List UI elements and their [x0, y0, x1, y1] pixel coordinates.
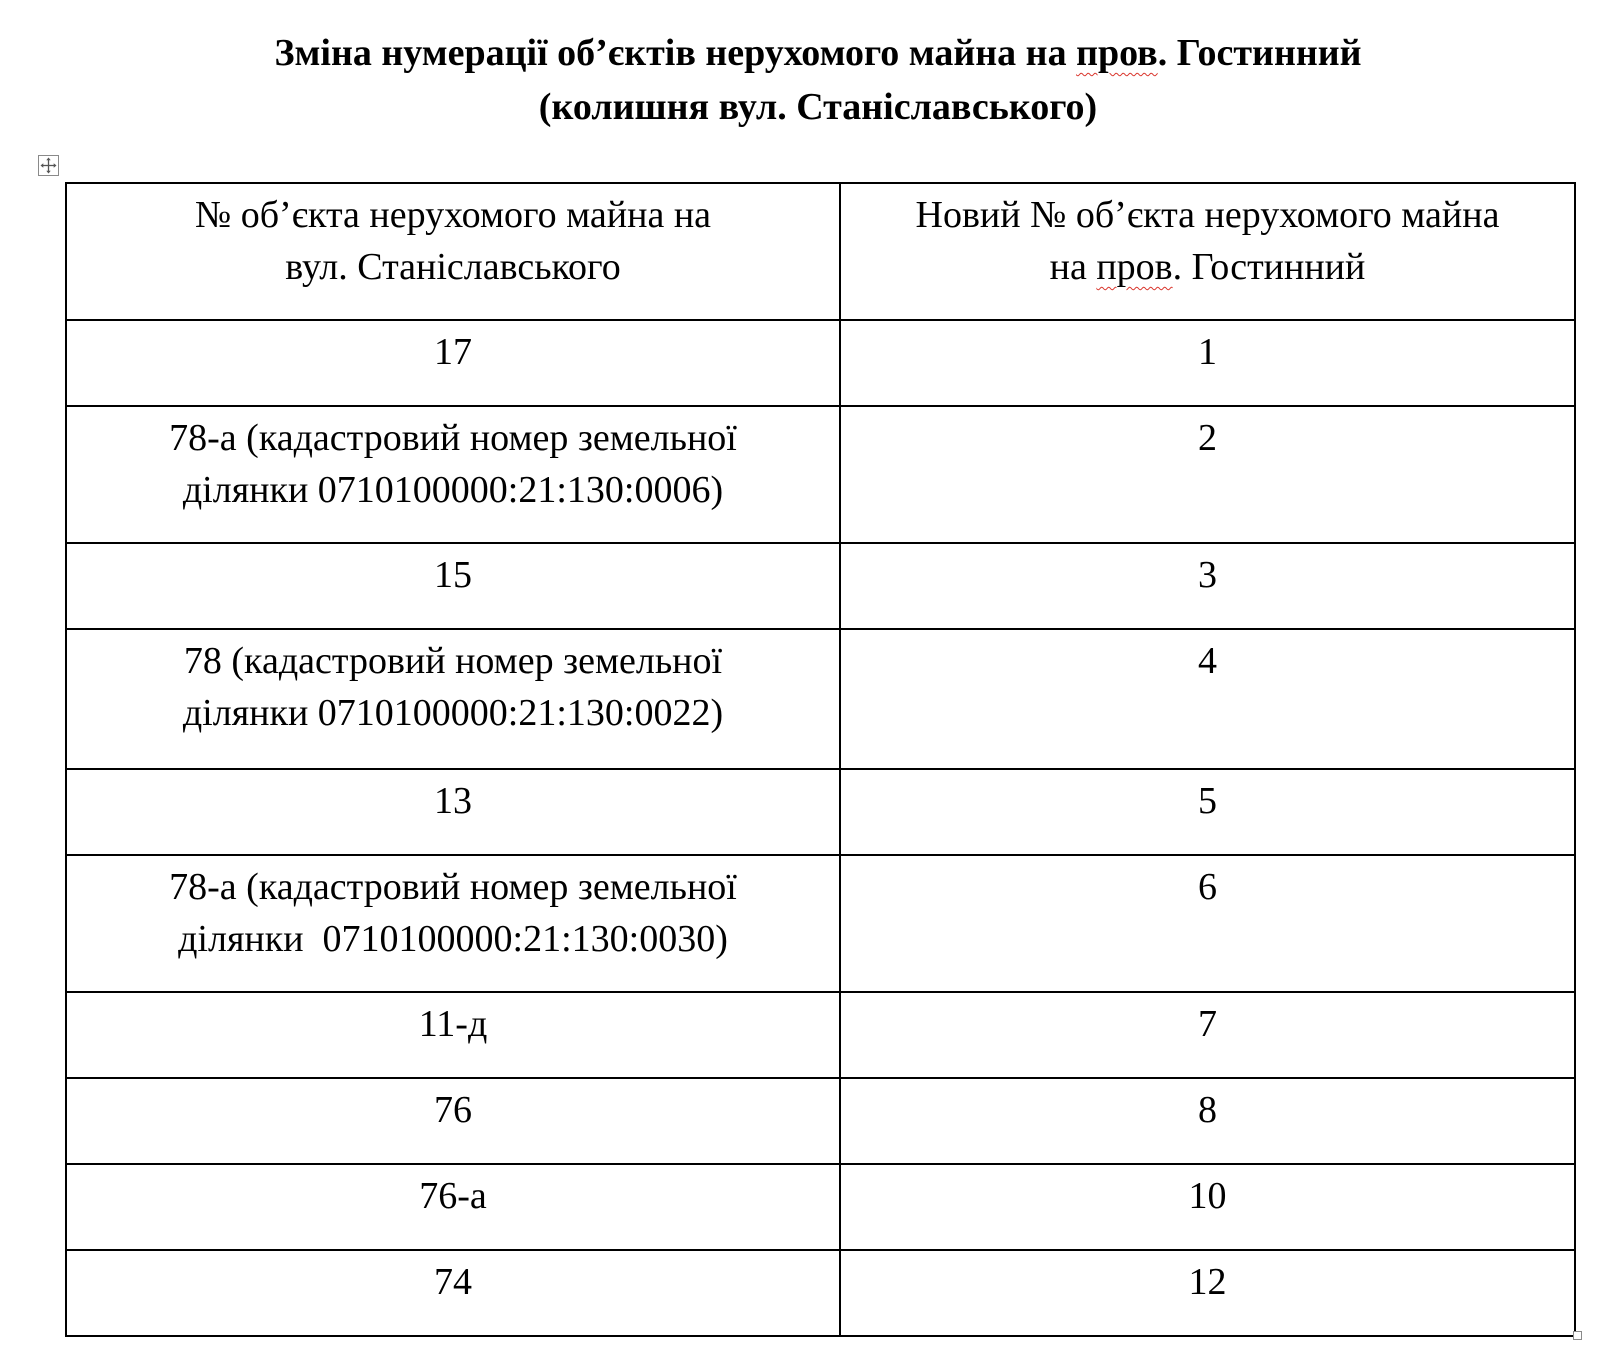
old-number-cell	[66, 769, 840, 855]
new-number-cell	[840, 543, 1575, 629]
table-resize-handle-icon[interactable]	[1573, 1331, 1582, 1340]
document-title	[0, 26, 1616, 134]
cell-text: 10	[1188, 1175, 1227, 1217]
new-number-cell	[840, 1164, 1575, 1250]
header-text: № об’єкта нерухомого майна на	[194, 194, 712, 236]
old-number-cell	[66, 1250, 840, 1336]
header-text: Новий № об’єкта нерухомого майна	[915, 194, 1500, 236]
cell-text: 15	[434, 554, 472, 596]
cell-text: 13	[434, 780, 472, 822]
old-number-cell	[66, 1164, 840, 1250]
cell-text: 76	[434, 1089, 472, 1131]
table-row	[66, 543, 1575, 629]
cell-text: ділянки 0710100000:21:130:0030)	[178, 918, 728, 960]
cell-text: 4	[1198, 640, 1217, 682]
cell-text: 11-д	[418, 1003, 488, 1045]
old-number-cell	[66, 992, 840, 1078]
header-cell-old-number	[66, 183, 840, 320]
new-number-cell	[840, 1250, 1575, 1336]
cell-text: 76-а	[419, 1175, 487, 1217]
new-number-cell	[840, 1078, 1575, 1164]
title-line-2: (колишня вул. Станіславського)	[538, 86, 1098, 128]
cell-text: 8	[1198, 1089, 1217, 1131]
table-row	[66, 1250, 1575, 1336]
cell-text: 2	[1198, 417, 1217, 459]
table-row	[66, 992, 1575, 1078]
table-row	[66, 855, 1575, 992]
table-header-row	[66, 183, 1575, 320]
old-number-cell	[66, 855, 840, 992]
cell-text: 74	[434, 1261, 472, 1303]
header-text	[851, 241, 1564, 293]
table-move-handle-icon[interactable]	[38, 155, 59, 176]
old-number-cell	[66, 406, 840, 543]
old-number-cell	[66, 543, 840, 629]
cell-text: 7	[1198, 1003, 1217, 1045]
cell-text: 5	[1198, 780, 1217, 822]
new-number-cell	[840, 320, 1575, 406]
title-text: . Гостинний	[1157, 32, 1362, 74]
old-number-cell	[66, 320, 840, 406]
new-number-cell	[840, 992, 1575, 1078]
spellcheck-marked-word: пров	[1096, 246, 1173, 288]
cell-text: 6	[1198, 866, 1217, 908]
table-row	[66, 629, 1575, 769]
cell-text: 78 (кадастровий номер земельної	[183, 640, 723, 682]
new-number-cell	[840, 406, 1575, 543]
renumbering-table	[65, 182, 1576, 1337]
header-text: на	[1049, 246, 1097, 288]
header-cell-new-number	[840, 183, 1575, 320]
cell-text: 17	[434, 331, 472, 373]
cell-text: 12	[1188, 1261, 1227, 1303]
new-number-cell	[840, 855, 1575, 992]
cell-text: 3	[1198, 554, 1217, 596]
cell-text: 78-а (кадастровий номер земельної	[169, 866, 737, 908]
new-number-cell	[840, 629, 1575, 769]
header-text: . Гостинний	[1172, 246, 1366, 288]
cell-text: ділянки 0710100000:21:130:0006)	[182, 469, 724, 511]
header-text: вул. Станіславського	[285, 246, 621, 288]
table-row	[66, 1164, 1575, 1250]
title-line-1	[0, 26, 1616, 80]
table-row	[66, 406, 1575, 543]
old-number-cell	[66, 629, 840, 769]
table-row	[66, 320, 1575, 406]
title-text: Зміна нумерації об’єктів нерухомого майна на	[274, 32, 1077, 74]
table-row	[66, 1078, 1575, 1164]
table-row	[66, 769, 1575, 855]
cell-text: 78-а (кадастровий номер земельної	[169, 417, 737, 459]
old-number-cell	[66, 1078, 840, 1164]
spellcheck-marked-word: пров	[1076, 32, 1158, 74]
cell-text: 1	[1198, 331, 1217, 373]
new-number-cell	[840, 769, 1575, 855]
cell-text: ділянки 0710100000:21:130:0022)	[182, 692, 724, 734]
